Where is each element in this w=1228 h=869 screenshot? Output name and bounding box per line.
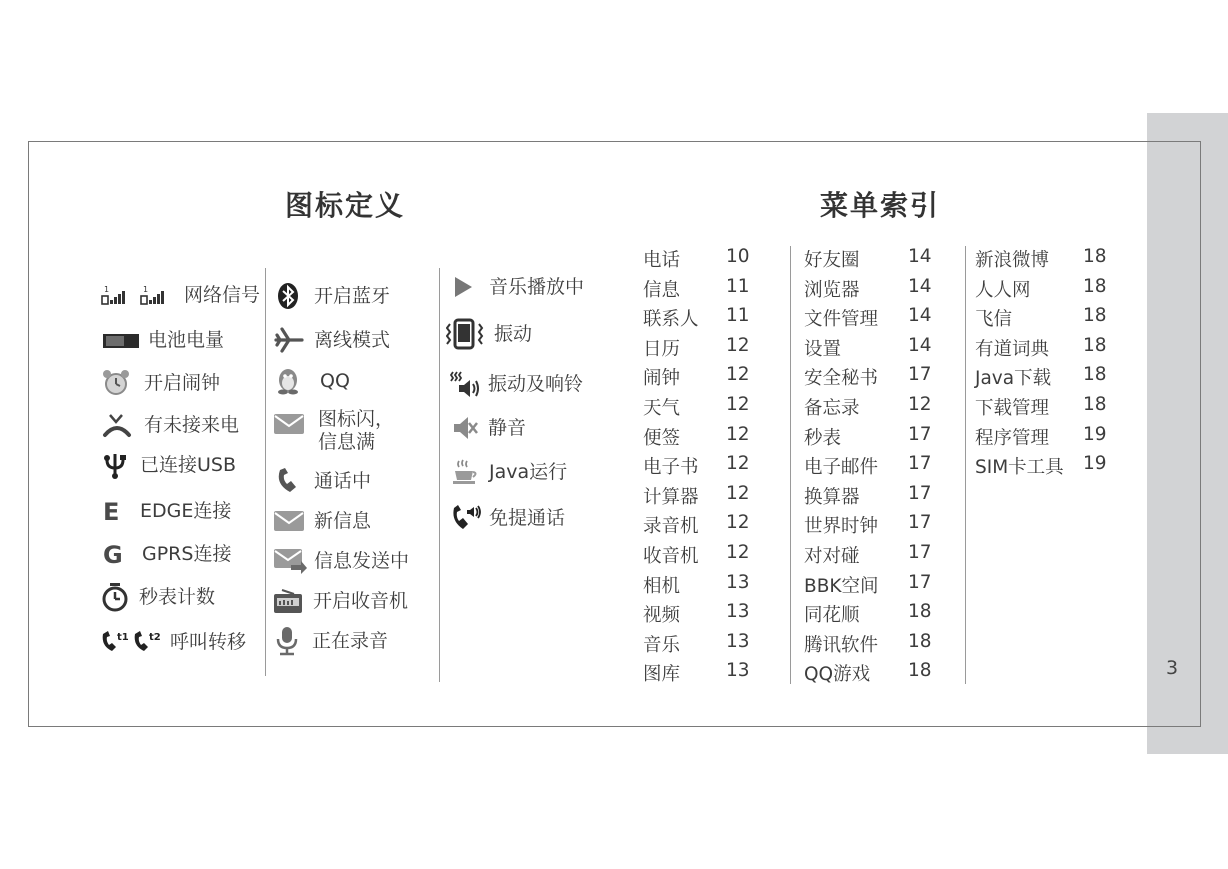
signal-icon	[101, 283, 184, 307]
menu-item-name: 电子邮件	[804, 457, 879, 479]
menu-item-page: 11	[726, 305, 750, 327]
menu-item-name: 信息	[643, 279, 681, 301]
icon-legend-item	[101, 580, 215, 614]
icon-label: 振动	[494, 323, 533, 345]
icon-legend-item	[102, 448, 236, 482]
menu-item-name: 对对碰	[804, 545, 860, 567]
menu-item-name: 备忘录	[804, 397, 860, 419]
icon-legend-item	[273, 408, 398, 458]
menu-item-page: 12	[908, 393, 932, 415]
envelope-flash-icon	[273, 412, 318, 436]
icon-legend-item	[273, 584, 408, 618]
menu-item-page: 18	[1083, 305, 1107, 327]
menu-item-name: 同花顺	[804, 605, 860, 627]
menu-item-page: 12	[726, 393, 750, 415]
menu-item-page: 17	[908, 571, 932, 593]
edge-icon	[102, 498, 140, 524]
microphone-icon	[275, 626, 312, 656]
menu-item-name: 新浪微博	[975, 250, 1050, 271]
menu-item-page: 10	[726, 246, 750, 267]
svg-text:1: 1	[104, 285, 110, 294]
speakerphone-icon	[450, 504, 489, 532]
icon-label: 网络信号	[184, 284, 261, 306]
icon-label: QQ	[320, 370, 350, 392]
menu-item-page: 12	[726, 512, 750, 534]
icon-legend-item	[102, 494, 231, 528]
vibrate-ring-icon	[450, 369, 488, 399]
menu-item-page: 18	[1083, 275, 1107, 297]
menu-item-page: 17	[908, 364, 932, 386]
menu-item-name: Java下载	[975, 368, 1052, 390]
menu-item-name: 有道词典	[975, 338, 1050, 360]
icon-label: 静音	[488, 417, 527, 439]
svg-text:G: G	[103, 541, 123, 567]
icon-legend-item	[273, 544, 409, 578]
menu-item-page: 14	[908, 334, 932, 356]
icon-label: GPRS连接	[142, 543, 232, 565]
menu-item-page: 19	[1083, 423, 1107, 445]
menu-item-page: 19	[1083, 453, 1107, 475]
airplane-icon	[274, 326, 314, 354]
radio-icon	[273, 588, 313, 614]
icon-legend-item	[446, 317, 532, 351]
menu-item-name: 秒表	[804, 427, 842, 449]
qq-icon	[274, 367, 320, 395]
icon-label: 振动及响铃	[488, 373, 584, 395]
menu-item-page: 18	[1083, 393, 1107, 415]
icon-label: 开启闹钟	[144, 372, 221, 394]
icon-legend-item	[100, 625, 246, 659]
icon-label: 已连接USB	[140, 454, 237, 476]
icon-legend-item	[450, 501, 565, 535]
icon-label: Java运行	[489, 461, 568, 483]
menu-item-page: 12	[726, 482, 750, 504]
menu-item-name: 日历	[643, 338, 681, 360]
icon-section-title: 图标定义	[285, 189, 406, 222]
icon-label: 离线模式	[314, 329, 391, 351]
menu-item-name: 收音机	[643, 545, 699, 567]
icon-label: 通话中	[314, 470, 372, 492]
menu-item-name: SIM卡工具	[975, 457, 1064, 479]
menu-item-name: 好友圈	[804, 250, 860, 271]
menu-item-page: 11	[726, 275, 750, 297]
menu-column-divider	[790, 246, 791, 684]
envelope-icon	[273, 509, 314, 533]
menu-item-name: 安全秘书	[804, 368, 879, 390]
menu-item-name: 录音机	[643, 516, 699, 538]
menu-item-name: 换算器	[804, 486, 860, 508]
icon-legend-item	[102, 537, 231, 571]
menu-item-name: 人人网	[975, 279, 1031, 301]
menu-item-page: 13	[726, 660, 750, 682]
menu-item-name: BBK空间	[804, 575, 879, 597]
icon-legend-item	[274, 364, 350, 398]
icon-label: 免提通话	[489, 507, 566, 529]
icon-legend-item	[102, 366, 220, 400]
menu-item-page: 12	[726, 334, 750, 356]
menu-item-page: 12	[726, 541, 750, 563]
icon-legend-item	[451, 455, 567, 489]
menu-item-name: 联系人	[643, 309, 699, 331]
icon-label: 正在录音	[312, 630, 389, 652]
icon-label: 信息发送中	[314, 550, 410, 572]
menu-item-page: 13	[726, 571, 750, 593]
page-number: 3	[1166, 657, 1179, 679]
icon-legend-item	[275, 624, 388, 658]
icon-label: 图标闪，信息满	[318, 408, 395, 453]
battery-icon	[102, 330, 148, 350]
stopwatch-icon	[101, 582, 139, 612]
menu-item-name: 浏览器	[804, 279, 860, 301]
alarm-clock-icon	[102, 369, 144, 397]
svg-text:t2: t2	[149, 632, 161, 643]
menu-item-name: 相机	[643, 575, 681, 597]
call-forward-icon	[100, 629, 170, 655]
icon-legend-item	[273, 504, 371, 538]
icon-legend-item	[102, 408, 239, 442]
menu-item-page: 18	[1083, 364, 1107, 386]
svg-text:t1: t1	[117, 632, 129, 643]
icon-label: 开启蓝牙	[314, 285, 391, 307]
menu-item-page: 18	[1083, 334, 1107, 356]
vibrate-icon	[446, 318, 494, 350]
icon-label: EDGE连接	[140, 500, 232, 522]
icon-label: 秒表计数	[139, 586, 216, 608]
phone-icon	[276, 468, 314, 494]
menu-column-divider	[965, 246, 966, 684]
menu-item-page: 18	[1083, 246, 1107, 267]
menu-item-page: 12	[726, 364, 750, 386]
play-icon	[452, 275, 489, 299]
menu-item-name: 世界时钟	[804, 516, 879, 538]
menu-item-name: 闹钟	[643, 368, 681, 390]
icon-label: 呼叫转移	[170, 631, 247, 653]
menu-item-name: 视频	[643, 605, 681, 627]
menu-item-name: 设置	[804, 338, 842, 360]
gprs-icon	[102, 541, 142, 567]
menu-item-page: 18	[908, 601, 932, 623]
java-cup-icon	[451, 458, 489, 486]
bluetooth-icon	[276, 282, 314, 310]
menu-item-page: 14	[908, 246, 932, 267]
menu-item-page: 12	[726, 423, 750, 445]
menu-item-name: 电话	[643, 250, 681, 271]
icon-legend-item	[276, 464, 371, 498]
menu-item-name: 腾讯软件	[804, 634, 879, 656]
menu-item-page: 13	[726, 630, 750, 652]
icon-legend-item	[452, 270, 584, 304]
menu-section-title: 菜单索引	[820, 189, 941, 222]
icon-legend-item	[101, 278, 260, 312]
menu-item-page: 18	[908, 660, 932, 682]
menu-item-name: 下载管理	[975, 397, 1050, 419]
menu-item-name: QQ游戏	[804, 664, 871, 686]
mute-icon	[452, 415, 488, 441]
icon-label: 开启收音机	[313, 590, 409, 612]
icon-label: 新信息	[314, 510, 372, 532]
menu-item-name: 便签	[643, 427, 681, 449]
menu-item-name: 程序管理	[975, 427, 1050, 449]
menu-item-page: 17	[908, 453, 932, 475]
icon-column-divider	[265, 268, 266, 676]
missed-call-icon	[102, 411, 144, 439]
icon-legend-item	[274, 323, 390, 357]
icon-label: 音乐播放中	[489, 276, 585, 298]
icon-label: 有未接来电	[144, 414, 240, 436]
menu-item-page: 17	[908, 423, 932, 445]
menu-item-page: 17	[908, 512, 932, 534]
menu-item-name: 电子书	[643, 457, 699, 479]
menu-item-name: 天气	[643, 397, 681, 419]
menu-item-page: 17	[908, 541, 932, 563]
menu-item-name: 计算器	[643, 486, 699, 508]
usb-icon	[102, 451, 140, 479]
icon-legend-item	[102, 323, 224, 357]
icon-label: 电池电量	[148, 329, 225, 351]
menu-item-page: 17	[908, 482, 932, 504]
icon-column-divider	[439, 268, 440, 682]
menu-item-name: 文件管理	[804, 309, 879, 331]
menu-item-name: 图库	[643, 664, 681, 686]
menu-item-page: 12	[726, 453, 750, 475]
icon-legend-item	[450, 367, 583, 401]
menu-item-page: 18	[908, 630, 932, 652]
icon-legend-item	[452, 411, 526, 445]
menu-item-page: 14	[908, 305, 932, 327]
menu-item-page: 14	[908, 275, 932, 297]
svg-text:1: 1	[143, 285, 149, 294]
menu-item-name: 音乐	[643, 634, 681, 656]
menu-item-name: 飞信	[975, 309, 1013, 331]
icon-legend-item	[276, 279, 390, 313]
menu-item-page: 13	[726, 601, 750, 623]
svg-text:E: E	[103, 498, 120, 524]
envelope-send-icon	[273, 547, 314, 575]
